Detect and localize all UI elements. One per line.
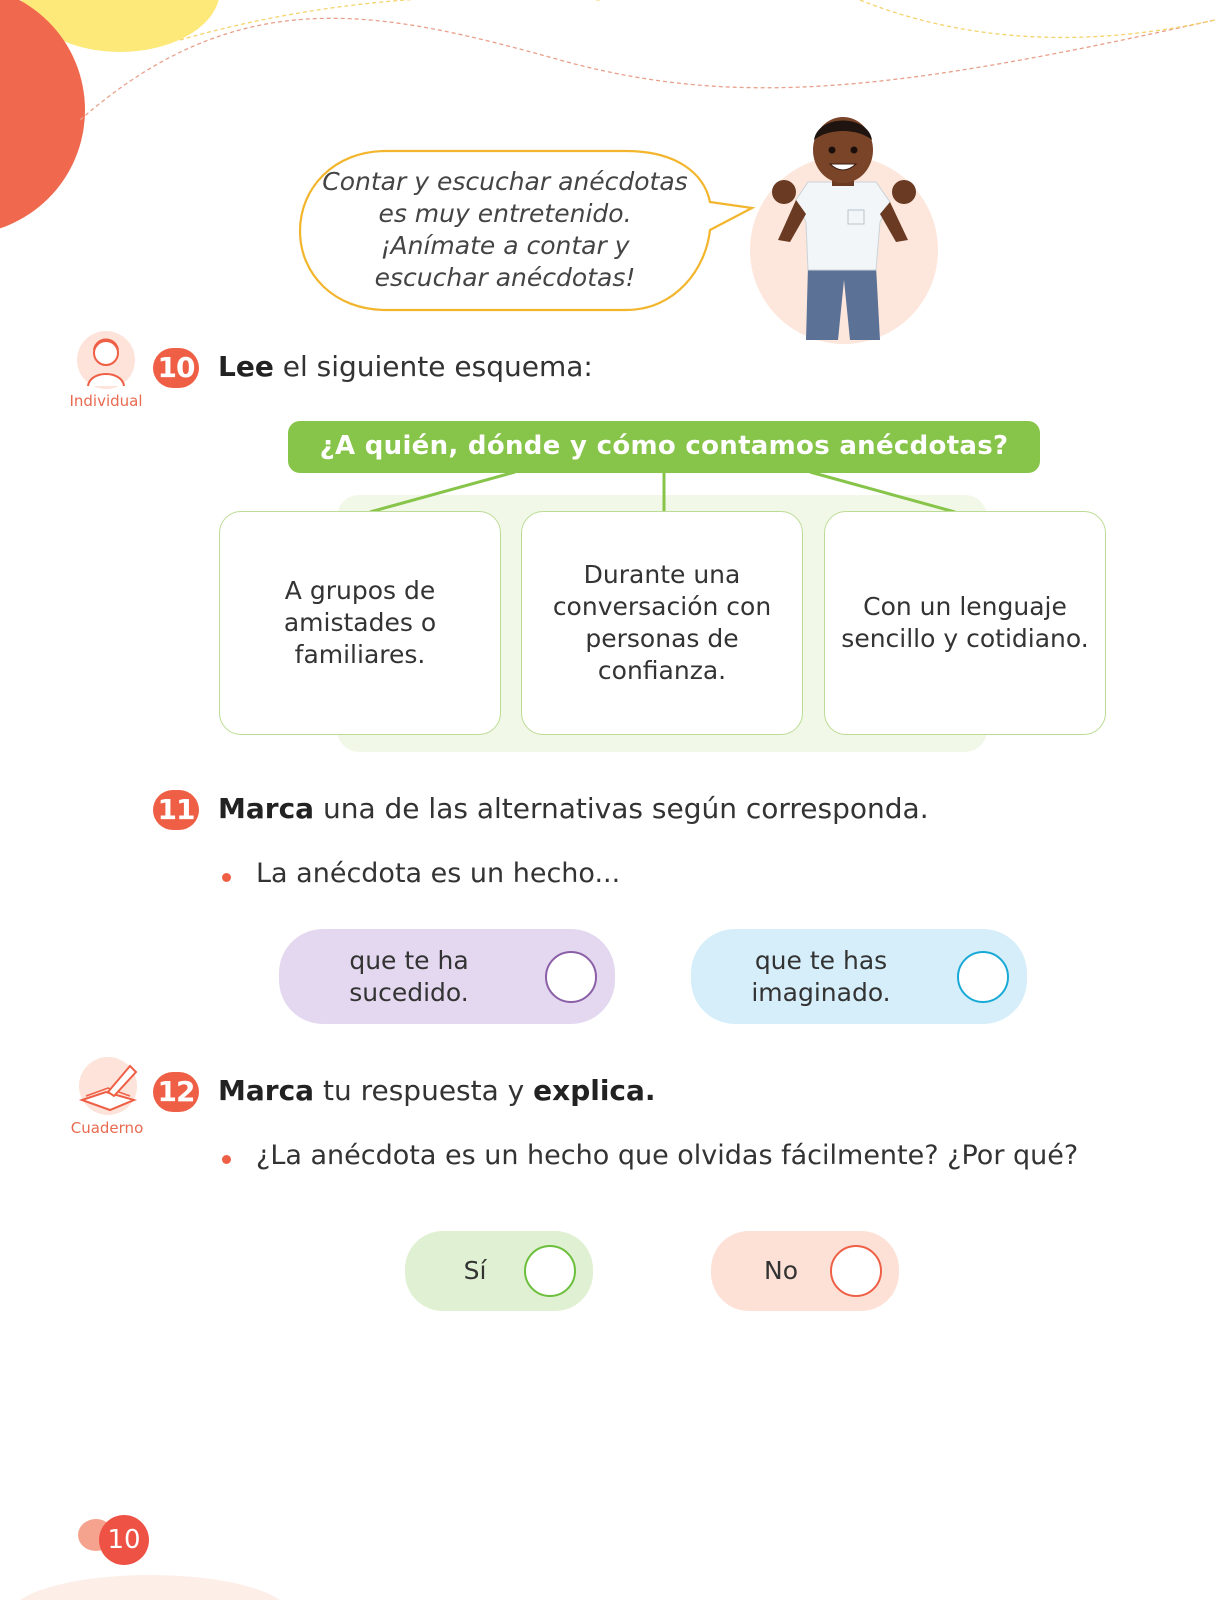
activity-10-verb: Lee <box>218 350 274 383</box>
option-si[interactable] <box>405 1231 593 1311</box>
option-si-label: Sí <box>463 1256 487 1285</box>
bottom-blob <box>10 1575 290 1600</box>
option-si-radio[interactable] <box>524 1245 576 1297</box>
activity-12-instruction <box>218 1074 656 1107</box>
dashed-curve-yellow <box>180 0 600 40</box>
option-imaginado[interactable] <box>691 929 1027 1024</box>
option-sucedido-radio[interactable] <box>545 951 597 1003</box>
activity-12-middle: tu respuesta y <box>314 1074 534 1107</box>
scheme-box-1 <box>219 511 501 735</box>
bullet-dot <box>222 1155 231 1164</box>
speech-bubble-text <box>300 166 710 294</box>
bubble-line-2: es muy entretenido. <box>378 199 632 228</box>
activity-10-instruction <box>218 350 593 383</box>
activity-number-11: 11 <box>153 790 199 830</box>
scheme-title: ¿A quién, dónde y cómo contamos anécdotas? <box>288 421 1040 473</box>
activity-12-verb-2: explica. <box>533 1074 656 1107</box>
activity-11-instruction <box>218 792 929 825</box>
option-no-radio[interactable] <box>830 1245 882 1297</box>
option-no-label: No <box>764 1256 798 1285</box>
boy-illustration <box>748 110 948 346</box>
cuaderno-label: Cuaderno <box>70 1119 144 1137</box>
bottom-decoration <box>0 1560 300 1600</box>
notebook-pencil-icon <box>76 1056 140 1116</box>
dashed-curve-yellow-right <box>860 0 1215 37</box>
activity-12-verb: Marca <box>218 1074 315 1107</box>
scheme-connectors <box>0 470 1215 515</box>
option-no[interactable] <box>711 1231 899 1311</box>
activity-11-rest: una de las alternativas según corresponda. <box>314 792 929 825</box>
bubble-line-3: ¡Anímate a contar y <box>380 231 630 260</box>
bubble-line-4: escuchar anécdotas! <box>374 263 636 292</box>
scheme-box-3 <box>824 511 1106 735</box>
scheme-box-2 <box>521 511 803 735</box>
activity-number-10: 10 <box>153 348 199 388</box>
option-imaginado-radio[interactable] <box>957 951 1009 1003</box>
activity-number-12: 12 <box>153 1072 199 1112</box>
activity-11-question: La anécdota es un hecho... <box>256 858 621 889</box>
option-imaginado-label: que te has imaginado. <box>751 945 891 1007</box>
activity-10-rest: el siguiente esquema: <box>273 350 593 383</box>
activity-11-verb: Marca <box>218 792 315 825</box>
scheme-box-1-text: A grupos de amistades o familiares. <box>283 576 437 669</box>
bubble-line-1: Contar y escuchar anécdotas <box>322 167 688 196</box>
bullet-dot <box>222 873 231 882</box>
scheme-box-3-text: Con un lenguaje sencillo y cotidiano. <box>841 592 1089 653</box>
option-sucedido-label: que te ha sucedido. <box>349 945 469 1007</box>
dashed-curve <box>80 18 1215 120</box>
individual-icon <box>76 328 136 390</box>
option-sucedido[interactable] <box>279 929 615 1024</box>
individual-label: Individual <box>69 392 143 410</box>
page-number: 10 <box>99 1515 149 1565</box>
scheme-box-2-text: Durante una conversación con personas de confianza. <box>552 560 772 685</box>
activity-12-question: ¿La anécdota es un hecho que olvidas fácilmente? ¿Por qué? <box>256 1140 1079 1171</box>
